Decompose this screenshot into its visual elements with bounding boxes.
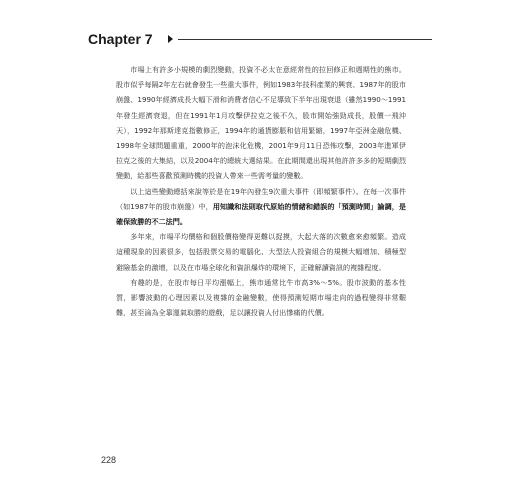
paragraph-3: 多年來，市場平均價格和個股價格變得更難以捉摸，大起大落的次數愈來愈頻繁。造成這種現象的因素很多，包括股票交易的電腦化、大型法人投資組合的規模大幅增加、積極型避險基金的激增，以及在市場全球化和資訊爆炸的環境下，正確解讀資訊的複雜程度。 [116, 232, 406, 272]
body-text [116, 62, 406, 320]
chapter-arrow-icon [168, 35, 173, 43]
chapter-rule [178, 39, 432, 40]
paragraph-2-text: 以上這些變動總括來說等於是在19年內發生9次重大事件（即頻繁事件）。在每一次事件（如1987年的股市崩盤）中， [116, 186, 406, 211]
emphasis-text: 用知識和法則取代原始的情緒和錯誤的「預測時間」論調，是確保致勝的不二法門。 [116, 201, 406, 227]
chapter-header [88, 31, 432, 47]
chapter-title: Chapter 7 [88, 31, 153, 47]
paragraph-4: 有趣的是，在股市每日平均漲幅上，熊市通常比牛市高3%～5%。股市波動的基本性質，影響波動的心理因素以及複雜的金融變數，使得預測短期市場走向的過程變得非常艱難，甚至淪為全靠運氣取勝的遊戲，足以讓投資人付出慘痛的代價。 [116, 277, 406, 318]
paragraph-2 [116, 184, 406, 230]
paragraph-1: 市場上有許多小規模的劇烈變動，投資不必太在意經常性的拉回修正和週期性的熊市。股市似乎每隔2年左右就會發生一些重大事件，例如1983年技科產業的興衰、1987年的股市崩盤、1990年經濟成長大幅下滑和消費者信心不足導致下半年出現衰退（雖然1990～1991年發生經濟衰退，但在1991年1月攻擊伊拉克之後不久，股市開始強勁成長，股價一飛沖天），1992年那斯達克指數修正，1994年的通貨膨脹和信用緊縮，1997年亞洲金融危機、1998年全球問題重重，2000年的泡沫化危機，2001年9月11日恐怖攻擊，2003年進軍伊拉克之後的大集結，以及2004年的總統大選結果。在此期間還出現其他許許多多的短期劇烈變動，給那些喜歡預測時機的投資人帶來一些需考量的變數。 [116, 65, 406, 181]
page-number: 228 [101, 455, 117, 465]
